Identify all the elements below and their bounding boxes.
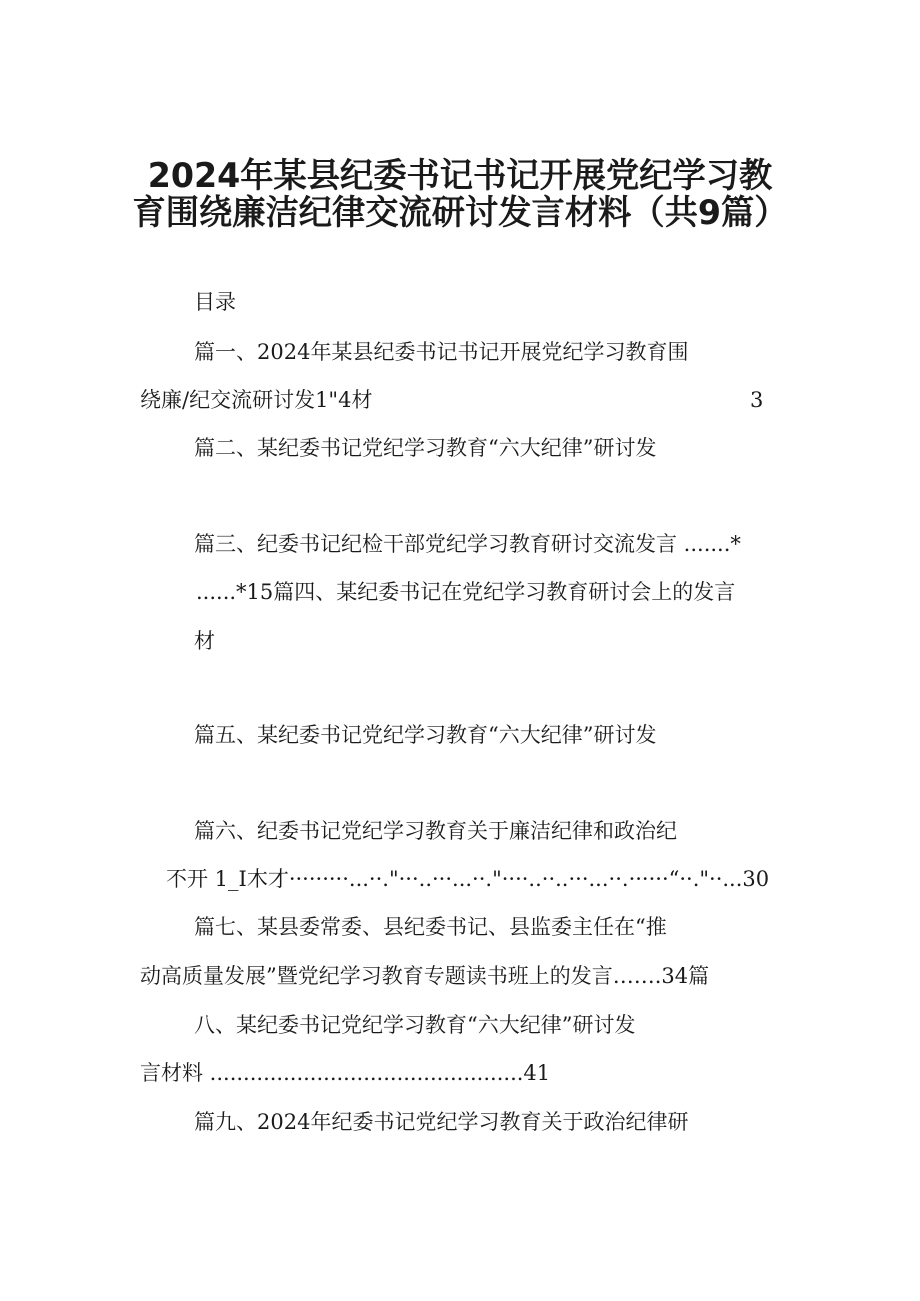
toc-line: 言材料 ...............................................41	[140, 1061, 551, 1085]
toc-line: 八、某纪委书记党纪学习教育“六大纪律”研讨发	[194, 1013, 636, 1037]
toc-line: 篇一、2024年某县纪委书记书记开展党纪学习教育围	[194, 340, 689, 364]
toc-line: ......*15篇四、某纪委书记在党纪学习教育研讨会上的发言	[196, 580, 736, 604]
toc-heading: 目录	[194, 290, 236, 314]
toc-line: 篇九、2024年纪委书记党纪学习教育关于政治纪律研	[194, 1110, 689, 1134]
document-title-line-1: 2024年某县纪委书记书记开展党纪学习教	[147, 156, 773, 196]
toc-page-number: 3	[750, 388, 764, 412]
toc-line: 篇二、某纪委书记党纪学习教育“六大纪律”研讨发	[194, 436, 657, 460]
toc-line: 材	[194, 629, 215, 653]
toc-line: 篇五、某纪委书记党纪学习教育“六大纪律”研讨发	[194, 723, 657, 747]
toc-line: 动高质量发展”暨党纪学习教育专题读书班上的发言…….34篇	[140, 964, 710, 988]
toc-line: 不开 1_I木才·········...··."···..···...··."····..··..···...··.······“··."··...30	[166, 867, 770, 891]
toc-line: 篇六、纪委书记党纪学习教育关于廉洁纪律和政治纪	[194, 819, 677, 843]
toc-line: 篇七、某县委常委、县纪委书记、县监委主任在“推	[194, 915, 667, 939]
toc-line: 绕廉/纪交流研讨发1"4材	[140, 388, 373, 412]
toc-line: 篇三、纪委书记纪检干部党纪学习教育研讨交流发言 .......*	[194, 532, 741, 556]
document-title-line-2: 育围绕廉洁纪律交流研讨发言材料（共9篇）	[132, 193, 788, 233]
